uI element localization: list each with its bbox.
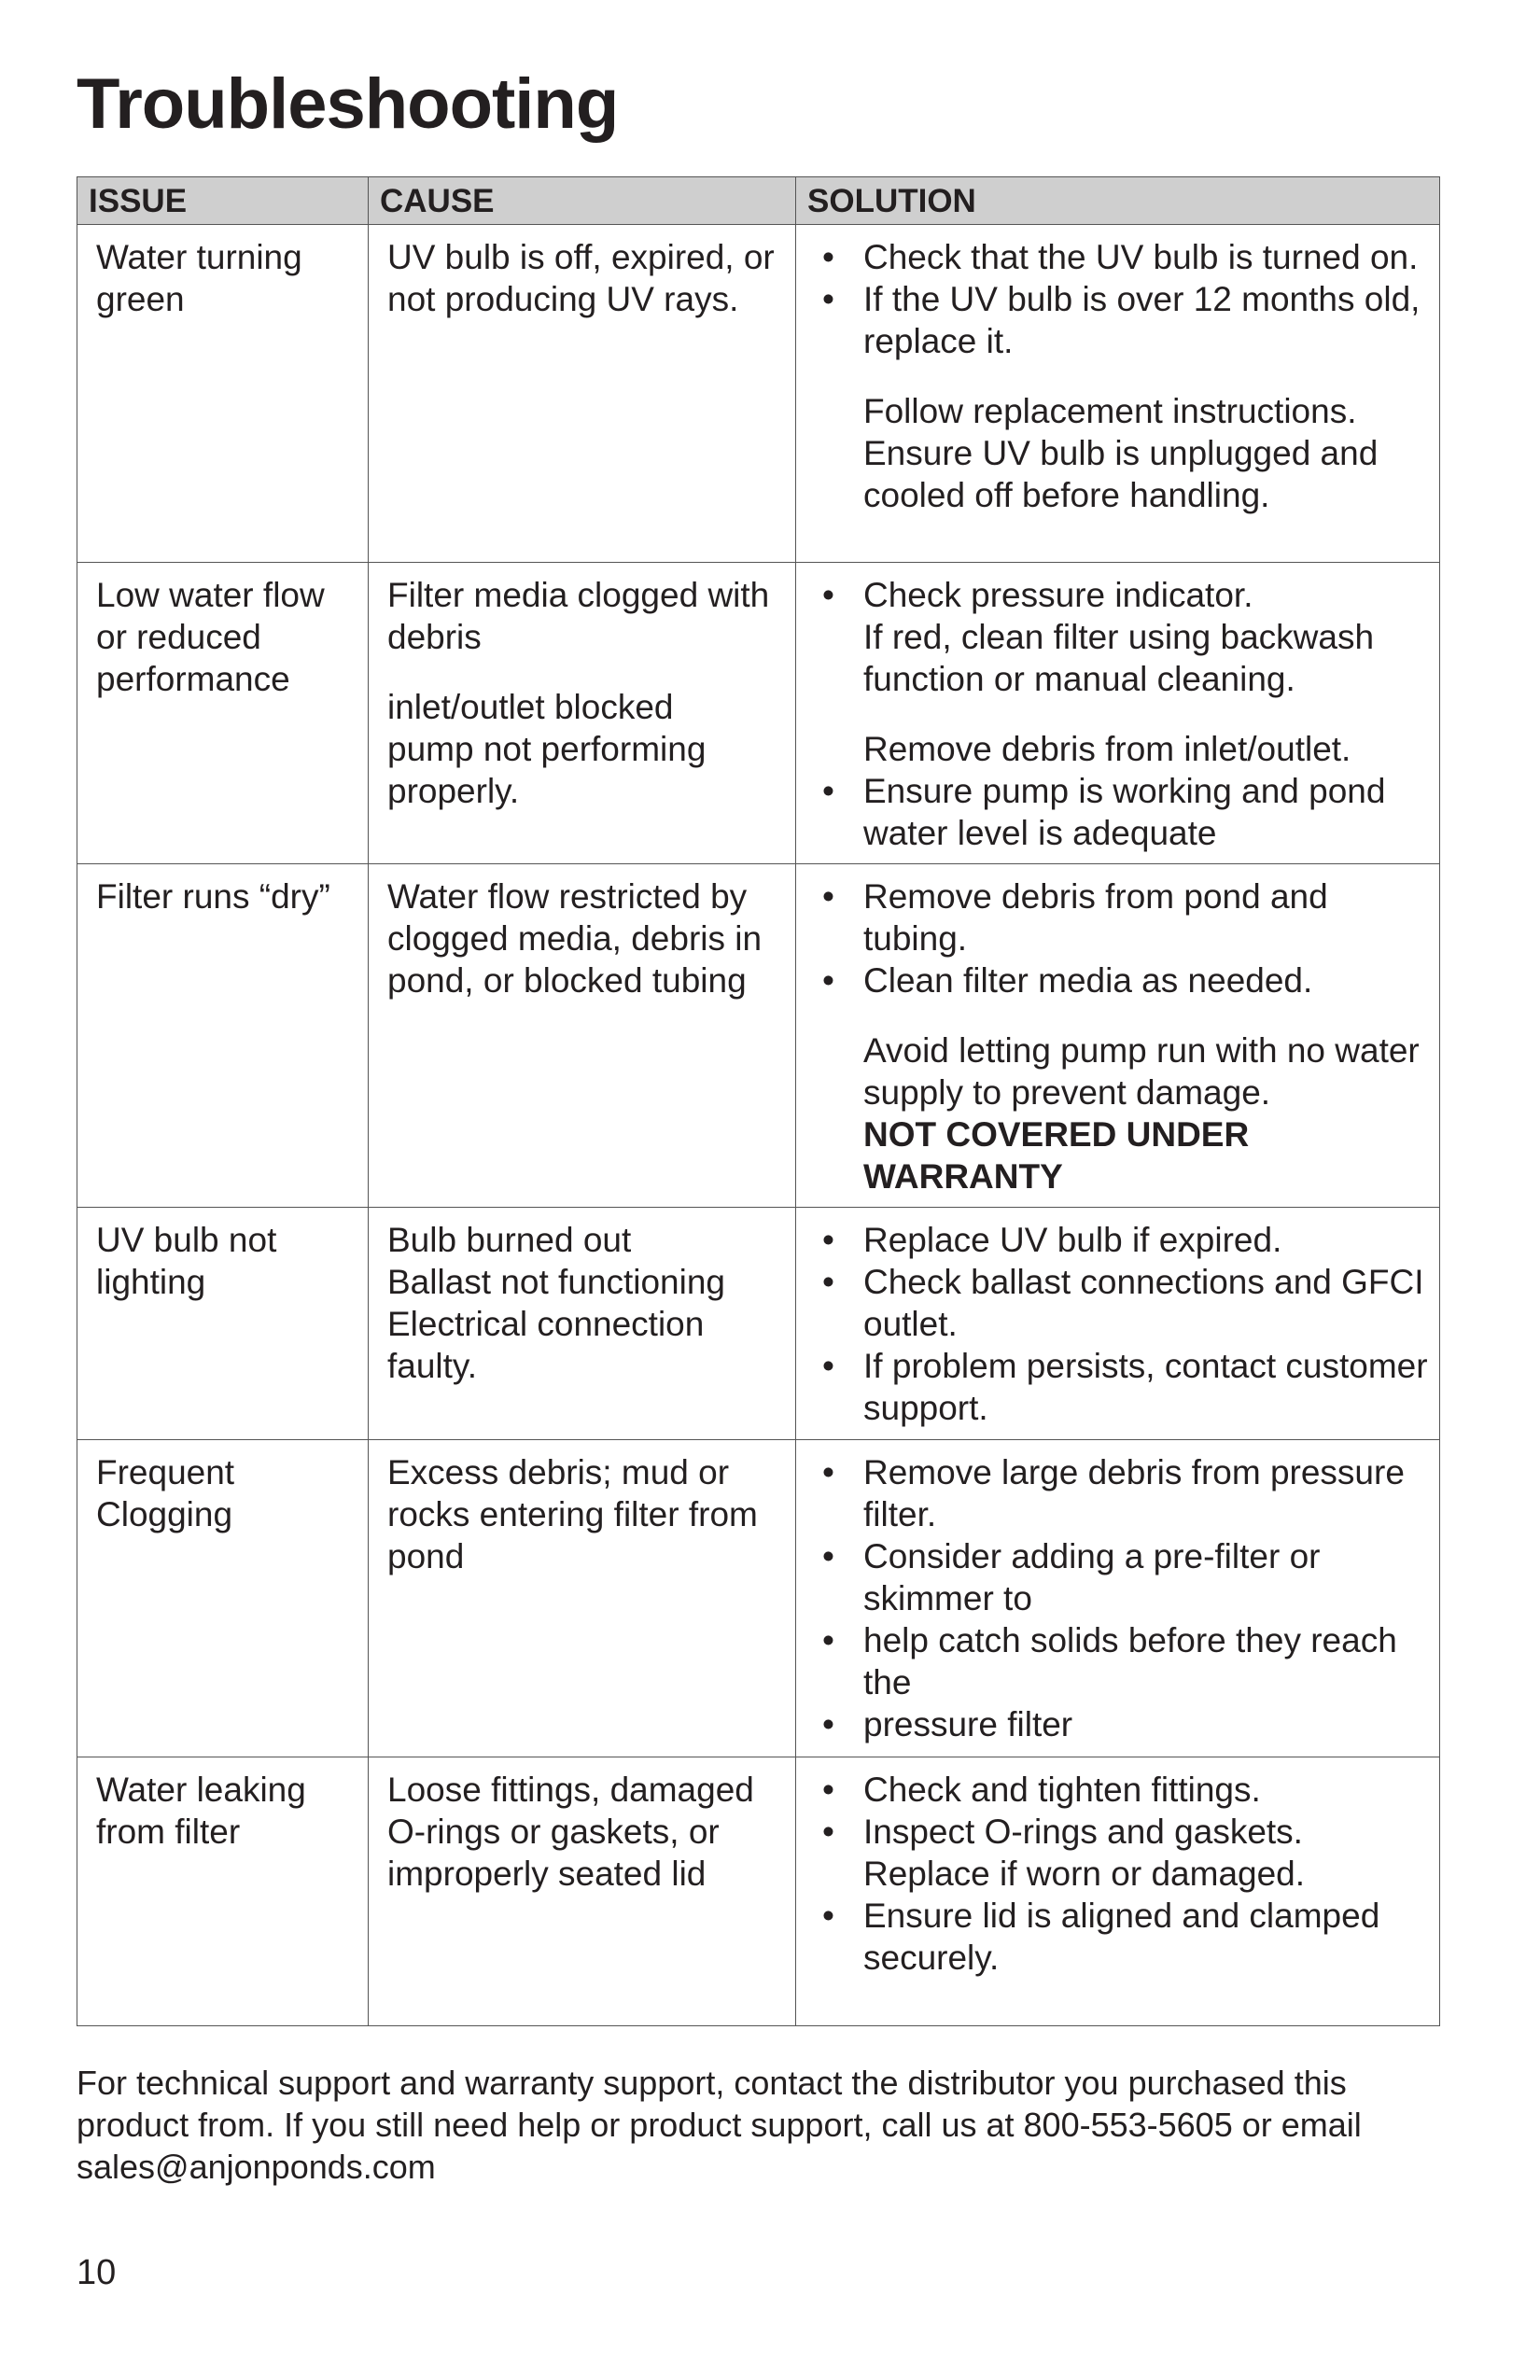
table-row — [77, 1757, 1440, 2026]
solution-cell — [796, 864, 1440, 1208]
cause-text: debris — [387, 618, 482, 656]
warranty-warning: NOT COVERED UNDER WARRANTY — [863, 1115, 1250, 1196]
cause-text: Electrical connection faulty. — [387, 1305, 705, 1385]
solution-item: • Remove debris from pond and tubing. — [815, 875, 1430, 959]
solution-cell — [796, 563, 1440, 864]
cause-text: Bulb burned out — [387, 1221, 632, 1259]
cause-text: inlet/outlet blocked — [387, 688, 674, 726]
issue-cell — [77, 1208, 369, 1440]
cause-cell — [369, 1208, 796, 1440]
issue-text: Frequent Clogging — [96, 1453, 235, 1533]
issue-text: UV bulb not lighting — [96, 1221, 277, 1301]
header-solution: SOLUTION — [796, 177, 1440, 225]
solution-item: • Inspect O-rings and gaskets. — [815, 1811, 1430, 1853]
solution-cell — [796, 1208, 1440, 1440]
issue-cell — [77, 563, 369, 864]
cause-cell — [369, 1440, 796, 1757]
page-number: 10 — [77, 2253, 117, 2292]
issue-cell — [77, 1757, 369, 2026]
table-row — [77, 864, 1440, 1208]
solution-cell — [796, 225, 1440, 563]
cause-text: Loose fittings, damaged O-rings or gaskets, or improperly seated lid — [387, 1771, 754, 1893]
solution-item: • Check ballast connections and GFCI outlet. — [815, 1261, 1430, 1345]
issue-text: Water turning green — [96, 238, 302, 318]
solution-item: • Consider adding a pre-filter or skimmer to — [815, 1535, 1430, 1619]
solution-note: Avoid letting pump run with no water supply to prevent damage. — [863, 1031, 1420, 1112]
page-title: Troubleshooting — [77, 64, 619, 144]
table-row — [77, 563, 1440, 864]
solution-item: • Clean filter media as needed. — [815, 959, 1430, 1001]
cause-text: pump not performing properly. — [387, 730, 707, 810]
issue-cell — [77, 864, 369, 1208]
solution-item: • Ensure pump is working and pond water level is adequate — [815, 770, 1430, 854]
cause-cell — [369, 864, 796, 1208]
solution-item: • Replace UV bulb if expired. — [815, 1219, 1430, 1261]
issue-text: Filter runs “dry” — [96, 877, 330, 916]
solution-cell — [796, 1757, 1440, 2026]
issue-text: Low water flow or reduced performance — [96, 576, 325, 698]
table-header-row — [77, 177, 1440, 225]
cause-text: Water flow restricted by clogged media, debris in pond, or blocked tubing — [387, 877, 763, 1000]
cause-cell — [369, 225, 796, 563]
solution-item: • Remove large debris from pressure filter. — [815, 1451, 1430, 1535]
header-cause: CAUSE — [369, 177, 796, 225]
troubleshooting-table — [77, 176, 1440, 2026]
solution-item: • Ensure lid is aligned and clamped securely. — [815, 1895, 1430, 1979]
solution-note: If red, clean filter using backwash function or manual cleaning. — [863, 618, 1375, 698]
solution-item: • pressure filter — [815, 1703, 1430, 1745]
solution-item: • If problem persists, contact customer support. — [815, 1345, 1430, 1429]
table-row — [77, 1208, 1440, 1440]
issue-cell — [77, 225, 369, 563]
table-row — [77, 225, 1440, 563]
issue-cell — [77, 1440, 369, 1757]
cause-text: UV bulb is off, expired, or not producing UV rays. — [387, 238, 775, 318]
solution-item: • Check that the UV bulb is turned on. — [815, 236, 1430, 278]
table-row — [77, 1440, 1440, 1757]
issue-text: Water leaking from filter — [96, 1771, 306, 1851]
solution-note: Replace if worn or damaged. — [863, 1855, 1306, 1893]
cause-text: Excess debris; mud or rocks entering filter from pond — [387, 1453, 758, 1575]
solution-note: Remove debris from inlet/outlet. — [863, 730, 1351, 768]
solution-item: • help catch solids before they reach the — [815, 1619, 1430, 1703]
cause-text: Ballast not functioning — [387, 1263, 726, 1301]
solution-note: Follow replacement instructions. Ensure UV bulb is unplugged and cooled off before handling. — [863, 392, 1379, 514]
solution-item: • Check and tighten fittings. — [815, 1769, 1430, 1811]
header-issue: ISSUE — [77, 177, 369, 225]
solution-cell — [796, 1440, 1440, 1757]
cause-cell — [369, 1757, 796, 2026]
cause-cell — [369, 563, 796, 864]
solution-item: • If the UV bulb is over 12 months old, replace it. — [815, 278, 1430, 362]
support-footer: For technical support and warranty support, contact the distributor you purchased this product from. If you still need help or product support, call us at 800-553-5605 or email sales@anjonponds.com — [77, 2064, 1362, 2186]
solution-item: • Check pressure indicator. — [815, 574, 1430, 616]
cause-text: Filter media clogged with — [387, 576, 770, 614]
